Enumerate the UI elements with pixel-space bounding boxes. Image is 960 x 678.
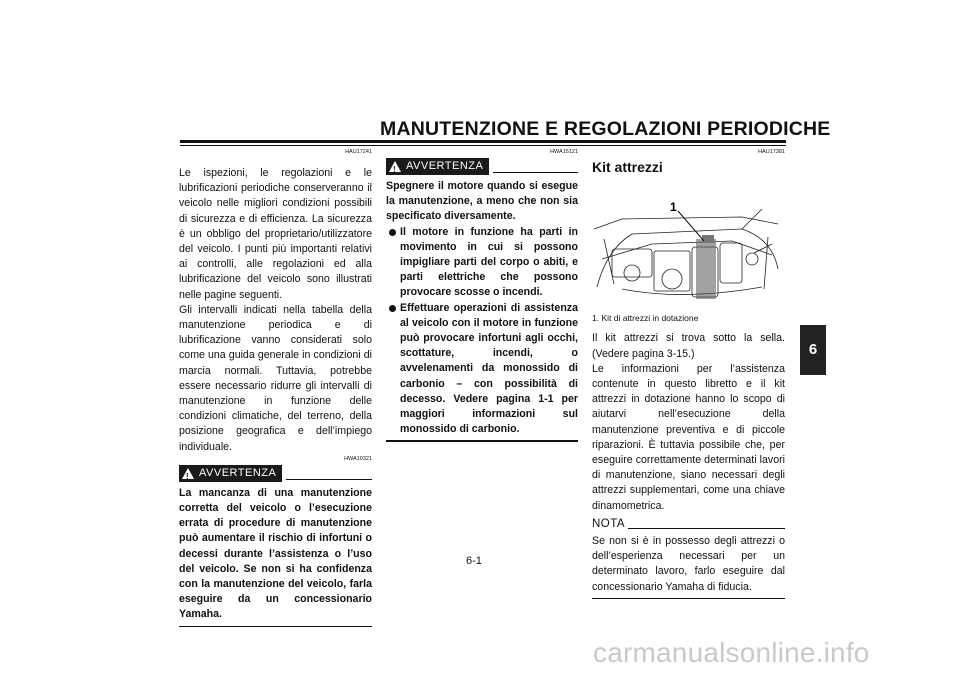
paragraph: Il kit attrezzi si trova sotto la sella. (Vedere pagina 3-15.) [592,332,785,360]
warning-intro: Spegnere il motore quando si esegue la manutenzione, a meno che non sia specificato diversamente. [386,180,578,223]
callout-number: 1 [670,200,677,215]
toolkit-text [592,331,785,513]
warning-text: La mancanza di una manutenzione corretta del veicolo o l’esecuzione errata di procedure di manutenzione può aumentare il rischio di infortuni o decessi durante l’assistenza o l’uso del veicolo. Se non si ha confidenza con la manutenzione del veicolo, farla eseguire da un concessionario Yamaha. [179,486,372,621]
paragraph: Le ispezioni, le regolazioni e le lubrificazioni periodiche conserveranno il veicolo nelle migliori condizioni possibili di sicurezza e di efficienza. La sicurezza è un obbligo del proprietario/utilizzatore del veicolo. I punti più importanti relativi ai controlli, alle regolazioni ed alla lubrificazione del veicolo sono illustrati nelle pagine seguenti. [179,167,372,301]
note-end-rule [592,598,785,599]
toolkit-illustration [592,189,780,305]
column-3 [592,148,785,599]
warning-label: AVVERTENZA [199,466,277,479]
warning-triangle-icon [182,468,194,479]
note-rule [628,528,785,529]
section-title: Kit attrezzi [592,159,663,175]
list-item: Effettuare operazioni di assistenza al veicolo con il motore in funzione può provocare infortuni agli occhi, scottature, incendi, o avvelenamenti da monossido di carbonio – con possibilità di decesso. Vedere pagina 1-1 per maggiori informazioni sul monossido di carbonio. [386,301,578,438]
warning-rule [493,172,578,173]
title-rule [180,140,786,143]
warning-bullets [386,225,578,438]
warning-text [386,179,578,437]
page-number: 6-1 [466,555,482,567]
page-title: MANUTENZIONE E REGOLAZIONI PERIODICHE [380,118,831,140]
column-2 [386,148,578,442]
note-header [592,517,785,532]
warning-badge [386,158,489,175]
reference-code: HWA15121 [550,149,578,155]
paragraph: Gli intervalli indicati nella tabella della manutenzione periodica e di lubrificazione vanno considerati solo come una guida generale in condizioni di marcia normali. Tuttavia, potrebbe essere necessario ridurre gli intervalli di manutenzione in funzione delle condizioni climatiche, del terreno, della posizione geografica e dell’impiego individuale. [179,303,372,453]
paragraph: Le informazioni per l’assistenza contenute in questo libretto e il kit attrezzi in dotazione hanno lo scopo di aiutarvi nell’esecuzione della manutenzione preventiva e di piccole riparazioni. È tuttavia possibile che, per eseguire correttamente determinati lavori di manutenzione, siano necessari degli attrezzi supplementari, come una chiave dinamometrica. [592,362,785,512]
column-1 [179,148,372,627]
warning-end-rule [386,440,578,441]
bullet-icon [389,305,396,312]
warning-badge [179,465,282,482]
callout-leader [678,211,704,241]
warning-header [179,465,372,482]
note-label: NOTA [592,517,626,530]
warning-header [386,158,578,175]
warning-label: AVVERTENZA [406,159,484,172]
bullet-icon [389,229,396,236]
warning-triangle-icon [389,161,401,172]
toolkit-drawing [592,189,780,305]
title-rule-thin [180,145,786,146]
warning-rule [286,479,372,480]
chapter-tab[interactable]: 6 [800,325,826,375]
note-text: Se non si è in possesso degli attrezzi o dell’esperienza necessari per un determinato lavoro, farlo eseguire dal concessionario Yamaha di fiducia. [592,535,785,593]
warning-end-rule [179,626,372,627]
reference-code: HAU17241 [345,149,372,155]
watermark[interactable]: carmanualsonline.info [593,637,870,668]
intro-text [179,166,372,455]
reference-code: HAU17381 [758,149,785,155]
figure-caption: 1. Kit di attrezzi in dotazione [592,313,699,324]
list-item: Il motore in funzione ha parti in movimento in cui si possono impigliare parti del corpo o abiti, e parti elettriche che possono provocare scosse o incendi. [386,225,578,301]
reference-code: HWA10321 [344,455,372,462]
